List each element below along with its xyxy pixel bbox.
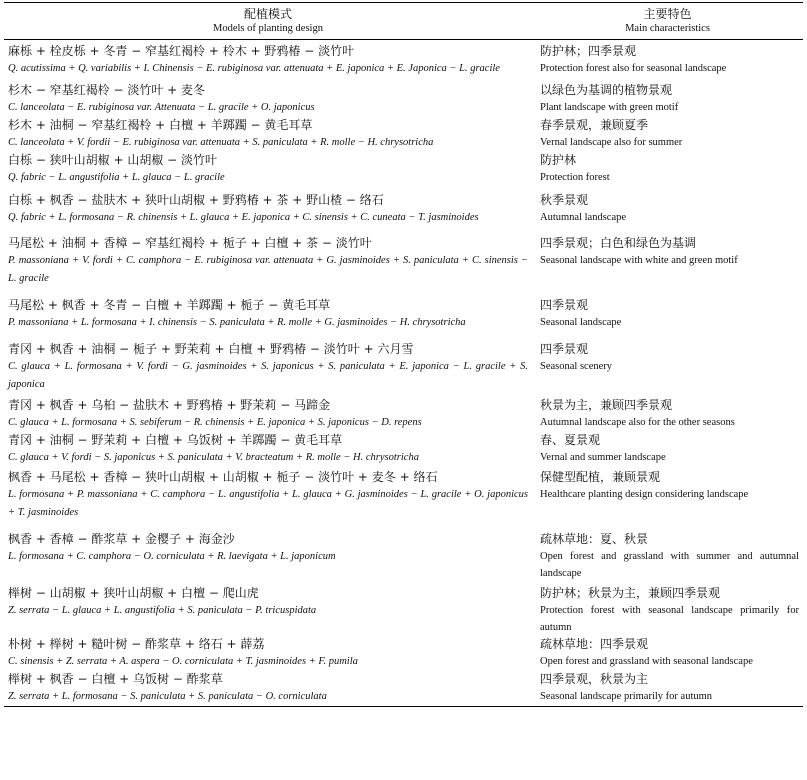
planting-table [4, 2, 803, 707]
characteristic-english: Vernal and summer landscape [540, 452, 666, 463]
model-cell [4, 636, 532, 671]
characteristic-cell [532, 227, 803, 288]
characteristic-chinese: 四季景观 [540, 298, 589, 312]
table-row [4, 227, 803, 288]
characteristic-english: Healthcare planting design considering landscape [540, 489, 749, 500]
table-row [4, 671, 803, 707]
model-cell [4, 671, 532, 707]
header-models [4, 3, 532, 40]
characteristic-cell [532, 671, 803, 707]
model-latin: C. glauca + L. formosana + S. sebiferum − R. chinensis + E. japonica + S. japonicus − D. repens [8, 417, 422, 428]
model-cell [4, 432, 532, 467]
model-chinese: 马尾松 + 油桐 + 香樟 − 窄基红褐柃 + 栀子 + 白檀 + 茶 − 淡竹叶 [8, 236, 372, 250]
characteristic-cell [532, 636, 803, 671]
characteristic-english: Vernal landscape also for summer [540, 137, 683, 148]
model-cell [4, 522, 532, 582]
characteristic-chinese: 防护林；四季景观 [540, 44, 637, 58]
characteristic-chinese: 四季景观，秋景为主 [540, 672, 649, 686]
characteristic-chinese: 春季景观，兼顾夏季 [540, 118, 649, 132]
characteristic-chinese: 秋景为主，兼顾四季景观 [540, 398, 673, 412]
header-models-en: Models of planting design [213, 23, 323, 34]
characteristic-chinese: 保健型配植，兼顾景观 [540, 470, 661, 484]
characteristic-english: Autumnal landscape [540, 212, 627, 223]
characteristic-english: Seasonal landscape with white and green motif [540, 255, 738, 266]
model-latin: C. glauca + V. fordi − S. japonicus + S. paniculata + V. bracteatum + R. molle − H. chrysotricha [8, 452, 419, 463]
table-row [4, 152, 803, 187]
model-chinese: 朴树 + 榉树 + 糙叶树 − 酢浆草 + 络石 + 薜荔 [8, 637, 265, 651]
model-latin: C. lanceolata + V. fordii − E. rubiginosa var. attenuata + S. paniculata + R. molle − H. chrysotricha [8, 137, 434, 148]
model-chinese: 白栎 + 枫香 − 盐肤木 + 狭叶山胡椒 + 野鸦椿 + 茶 + 野山楂 − 络石 [8, 193, 384, 207]
model-latin: C. lanceolata − E. rubiginosa var. Attenuata − L. gracile + O. japonicus [8, 102, 315, 113]
model-latin: P. massoniana + L. formosana + I. chinensis − S. paniculata + R. molle + G. jasminoides − H. chrysotricha [8, 317, 466, 328]
model-chinese: 青冈 + 油桐 − 野茉莉 + 白檀 + 乌饭树 + 羊踯躅 − 黄毛耳草 [8, 433, 343, 447]
header-char-en: Main characteristics [625, 23, 710, 34]
characteristic-cell [532, 78, 803, 117]
model-cell [4, 582, 532, 636]
model-chinese: 马尾松 + 枫香 + 冬青 − 白檀 + 羊踯躅 + 栀子 − 黄毛耳草 [8, 298, 331, 312]
model-chinese: 杉木 + 油桐 − 窄基红褐柃 + 白檀 + 羊踯躅 − 黄毛耳草 [8, 118, 313, 132]
table-row [4, 467, 803, 522]
model-chinese: 杉木 − 窄基红褐柃 − 淡竹叶 + 麦冬 [8, 83, 206, 97]
model-chinese: 枫香 + 香樟 − 酢浆草 + 金樱子 + 海金沙 [8, 532, 235, 546]
model-latin: P. massoniana + V. fordi + C. camphora − E. rubiginosa var. attenuata + G. jasminoides + S. paniculata + C. sinensis − L. gracile [8, 255, 528, 284]
characteristic-chinese: 四季景观；白色和绿色为基调 [540, 236, 697, 250]
table-row [4, 432, 803, 467]
table-row [4, 78, 803, 117]
model-latin: Q. fabric − L. angustifolia + L. glauca − L. gracile [8, 172, 225, 183]
model-chinese: 白栎 − 狭叶山胡椒 + 山胡椒 − 淡竹叶 [8, 153, 218, 167]
table-row [4, 117, 803, 152]
table-row [4, 187, 803, 227]
characteristic-chinese: 防护林 [540, 153, 577, 167]
table-body [4, 40, 803, 707]
model-latin: C. glauca + L. formosana + V. fordi − G. jasminoides + S. japonicus + S. paniculata + E. japonica − L. gracile + S. japonica [8, 361, 528, 390]
model-chinese: 青冈 + 枫香 + 乌桕 − 盐肤木 + 野鸦椿 + 野茉莉 − 马蹄金 [8, 398, 331, 412]
model-chinese: 枫香 + 马尾松 + 香樟 − 狭叶山胡椒 + 山胡椒 + 栀子 − 淡竹叶 + 麦冬 + 络石 [8, 470, 438, 484]
characteristic-english: Seasonal landscape primarily for autumn [540, 691, 713, 702]
characteristic-chinese: 疏林草地：四季景观 [540, 637, 649, 651]
table-row [4, 636, 803, 671]
model-latin: Q. fabric + L. formosana − R. chinensis + L. glauca + E. japonica + C. sinensis + C. cuneata − T. jasminoides [8, 212, 479, 223]
model-cell [4, 467, 532, 522]
model-cell [4, 117, 532, 152]
model-cell [4, 288, 532, 332]
characteristic-cell [532, 152, 803, 187]
model-chinese: 麻栎 + 栓皮栎 + 冬青 − 窄基红褐柃 + 柃木 + 野鸦椿 − 淡竹叶 [8, 44, 355, 58]
model-latin: Z. serrata + L. formosana − S. paniculata + S. paniculata − O. corniculata [8, 691, 327, 702]
characteristic-cell [532, 467, 803, 522]
characteristic-cell [532, 432, 803, 467]
model-latin: L. formosana + P. massoniana + C. camphora − L. angustifolia + L. glauca + G. jasminoides − L. gracile + O. japonicus + T. jasminoides [8, 489, 528, 518]
characteristic-chinese: 春、夏景观 [540, 433, 601, 447]
model-cell [4, 187, 532, 227]
characteristic-chinese: 疏林草地：夏、秋景 [540, 532, 649, 546]
table-row [4, 40, 803, 79]
characteristic-english: Open forest and grassland with seasonal landscape [540, 656, 753, 667]
characteristic-chinese: 秋季景观 [540, 193, 589, 207]
table-row [4, 288, 803, 332]
characteristic-english: Seasonal landscape [540, 317, 622, 328]
model-latin: C. sinensis + Z. serrata + A. aspera − O. corniculata + T. jasminoides + F. pumila [8, 656, 358, 667]
model-cell [4, 40, 532, 79]
characteristic-english: Open forest and grassland with summer and autumnal landscape [540, 551, 799, 579]
model-cell [4, 78, 532, 117]
table-row [4, 394, 803, 432]
characteristic-chinese: 四季景观 [540, 342, 589, 356]
characteristic-cell [532, 187, 803, 227]
characteristic-cell [532, 522, 803, 582]
header-models-zh: 配植模式 [243, 7, 292, 21]
characteristic-english: Protection forest with seasonal landscape primarily for autumn [540, 605, 799, 633]
characteristic-english: Protection forest also for seasonal landscape [540, 63, 727, 74]
table-row [4, 332, 803, 394]
model-chinese: 榉树 + 枫香 − 白檀 + 乌饭树 − 酢浆草 [8, 672, 223, 686]
header-row [4, 3, 803, 40]
characteristic-cell [532, 394, 803, 432]
model-cell [4, 332, 532, 394]
model-latin: Q. acutissima + Q. variabilis + I. Chinensis − E. rubiginosa var. attenuata + E. japonica + E. Japonica − L. gracile [8, 63, 500, 74]
header-characteristics [532, 3, 803, 40]
characteristic-chinese: 以绿色为基调的植物景观 [540, 83, 673, 97]
model-latin: Z. serrata − L. glauca + L. angustifolia + S. paniculata − P. tricuspidata [8, 605, 317, 616]
model-chinese: 榉树 − 山胡椒 + 狭叶山胡椒 + 白檀 − 爬山虎 [8, 586, 259, 600]
table-row [4, 582, 803, 636]
characteristic-english: Plant landscape with green motif [540, 102, 679, 113]
model-cell [4, 227, 532, 288]
model-latin: L. formosana + C. camphora − O. corniculata + R. laevigata + L. japonicum [8, 551, 336, 562]
model-cell [4, 152, 532, 187]
model-cell [4, 394, 532, 432]
characteristic-cell [532, 582, 803, 636]
header-char-zh: 主要特色 [643, 7, 692, 21]
characteristic-english: Protection forest [540, 172, 610, 183]
table-row [4, 522, 803, 582]
characteristic-cell [532, 40, 803, 79]
characteristic-english: Seasonal scenery [540, 361, 613, 372]
characteristic-english: Autumnal landscape also for the other seasons [540, 417, 735, 428]
characteristic-chinese: 防护林；秋景为主，兼顾四季景观 [540, 586, 721, 600]
characteristic-cell [532, 117, 803, 152]
characteristic-cell [532, 332, 803, 394]
model-chinese: 青冈 + 枫香 + 油桐 − 栀子 + 野茉莉 + 白檀 + 野鸦椿 − 淡竹叶 + 六月雪 [8, 342, 414, 356]
characteristic-cell [532, 288, 803, 332]
